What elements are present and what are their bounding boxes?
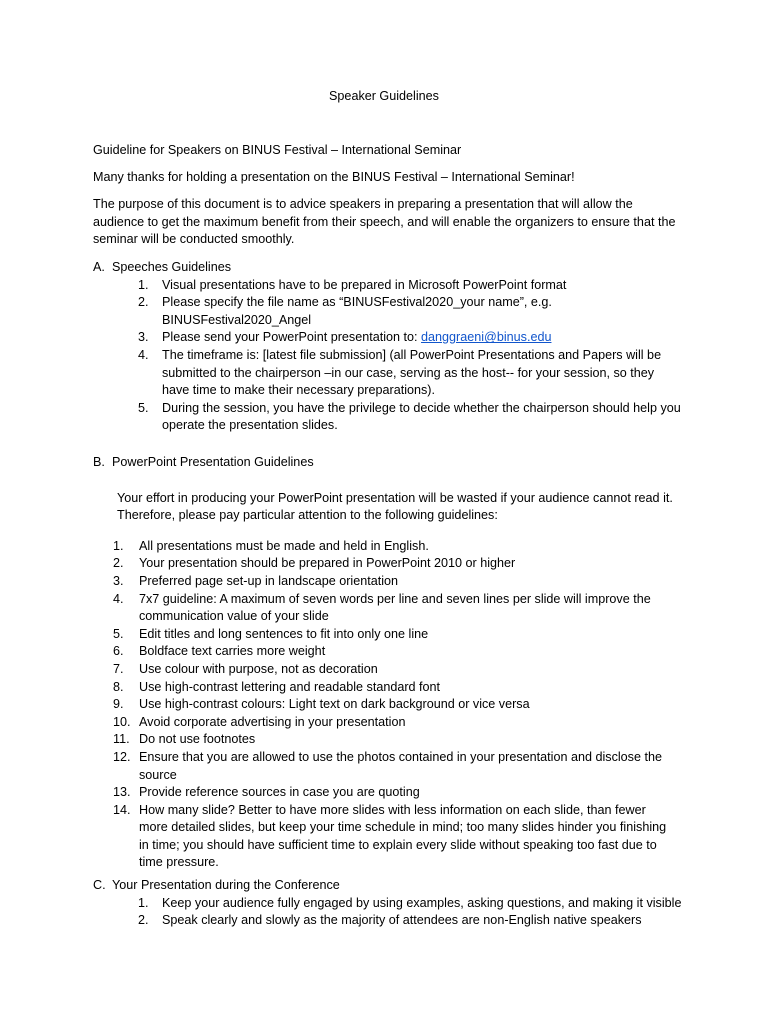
item-text: The timeframe is: [latest file submission] (all PowerPoint Presentations and Papers will be submitted to the chairperson –in our case, serving as the host-- for your session, so they have time to make their necessary preparations). [162,347,662,398]
item-text-prefix: Please send your PowerPoint presentation to: [162,330,422,345]
list-item [113,538,673,556]
item-text: Please specify the file name as “BINUSFestival2020_your name”, e.g. BINUSFestival2020_Angel [162,295,552,327]
section-c-heading [93,877,683,895]
section-a-letter: A. [93,260,105,274]
item-text: Use high-contrast lettering and readable standard font [139,679,441,694]
item-text: Use high-contrast colours: Light text on dark background or vice versa [139,697,530,712]
item-number: 1. [138,277,149,292]
section-a-title: Speeches Guidelines [112,260,232,274]
item-text: During the session, you have the privilege to decide whether the chairperson should help you operate the presentation slides. [162,400,681,433]
item-text: Your presentation should be prepared in PowerPoint 2010 or higher [139,556,516,571]
item-number: 7. [113,661,124,676]
item-text: Avoid corporate advertising in your presentation [139,714,406,729]
item-number: 3. [138,330,149,345]
list-item [113,573,673,591]
item-text [162,329,683,347]
speeches-list [138,277,683,435]
item-text: How many slide? Better to have more slides with less information on each slide, than fewer more detailed slides, but keep your time schedule in mind; too many slides hinder you finishing in time; you should have sufficient time to explain every slide without speaking too fast due to time pressure. [139,802,667,870]
item-number: 3. [113,573,124,588]
item-text: Keep your audience fully engaged by using examples, asking questions, and making it visible [162,895,682,910]
section-b-heading [93,454,683,472]
item-number: 11. [113,732,130,747]
section-b-title: PowerPoint Presentation Guidelines [112,455,314,469]
item-text: Preferred page set-up in landscape orientation [139,573,399,588]
section-c-letter: C. [93,878,106,892]
list-item [113,784,673,802]
item-number: 2. [113,556,124,571]
list-item [113,696,673,714]
item-text: Speak clearly and slowly as the majority of attendees are non-English native speakers [162,913,642,928]
guideline-heading: Guideline for Speakers on BINUS Festival – International Seminar [93,143,462,157]
purpose-paragraph: The purpose of this document is to advice speakers in preparing a presentation that will allow the audience to get the maximum benefit from their speech, and will enable the organizers to ensure that the seminar will be conducted smoothly. [93,197,676,247]
item-number: 13. [113,785,131,800]
item-text: Boldface text carries more weight [139,644,326,659]
list-item [113,643,673,661]
list-item [113,749,673,784]
section-b-intro: Your effort in producing your PowerPoint presentation will be wasted if your audience cannot read it. Therefore, please pay particular attention to the following guidelines: [117,490,673,523]
item-number: 9. [113,697,124,712]
document-title: Speaker Guidelines [329,89,439,103]
item-text: Do not use footnotes [139,732,256,747]
list-item [113,626,673,644]
item-number: 12. [113,749,131,764]
list-item [138,400,683,435]
item-number: 10. [113,714,131,729]
section-a-heading [93,259,683,277]
item-text: All presentations must be made and held in English. [139,538,429,553]
item-number: 2. [138,295,149,310]
list-item [138,277,683,295]
item-text: 7x7 guideline: A maximum of seven words per line and seven lines per slide will improve the communication value of your slide [139,591,651,624]
list-item [138,294,683,329]
item-text: Visual presentations have to be prepared in Microsoft PowerPoint format [162,277,567,292]
list-item [113,802,673,872]
item-text: Provide reference sources in case you are quoting [139,785,420,800]
powerpoint-list [113,538,673,872]
section-powerpoint-guidelines [93,454,683,872]
list-item [113,555,673,573]
item-text: Ensure that you are allowed to use the photos contained in your presentation and disclose the source [139,749,662,782]
list-item [138,347,683,400]
list-item [138,912,683,930]
item-number: 8. [113,679,124,694]
thanks-paragraph: Many thanks for holding a presentation on the BINUS Festival – International Seminar! [93,170,575,184]
item-number: 4. [138,347,149,362]
item-number: 4. [113,591,124,606]
item-number: 6. [113,644,124,659]
item-text: Use colour with purpose, not as decoration [139,661,378,676]
list-item [113,731,673,749]
list-item [113,591,673,626]
item-number: 5. [138,400,149,415]
list-item [138,329,683,347]
section-presentation-conference [93,877,683,930]
list-item [113,661,673,679]
item-number: 1. [113,538,124,553]
list-item [113,714,673,732]
conference-list [138,895,683,930]
email-link[interactable]: danggraeni@binus.edu [421,330,552,345]
list-item [113,679,673,697]
item-number: 2. [138,913,149,928]
section-speeches-guidelines [93,259,683,435]
item-number: 5. [113,626,124,641]
item-text: Edit titles and long sentences to fit into only one line [139,626,429,641]
list-item [138,895,683,913]
section-c-title: Your Presentation during the Conference [112,878,340,892]
item-number: 14. [113,802,131,817]
section-b-letter: B. [93,455,105,469]
item-number: 1. [138,895,149,910]
